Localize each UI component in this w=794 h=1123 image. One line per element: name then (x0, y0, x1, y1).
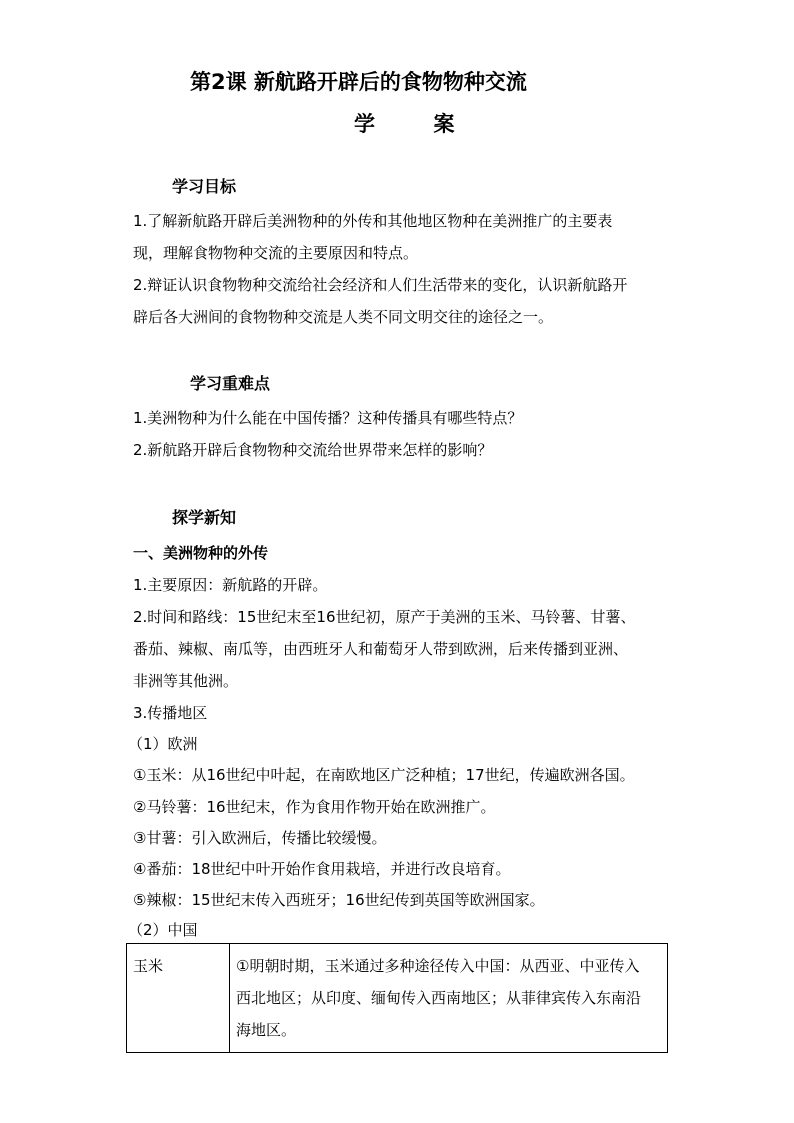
section-heading-americas: 一、美洲物种的外传 (133, 544, 269, 562)
crop-detail-line-2: 西北地区；从印度、缅甸传入西南地区；从菲律宾传入东南沿 (236, 989, 642, 1007)
europe-heading: （1）欧洲 (128, 735, 198, 753)
difficulties-line-1: 1.美洲物种为什么能在中国传播？这种传播具有哪些特点？ (133, 409, 523, 427)
table-row (127, 944, 668, 1053)
document-subtitle: 学 案 (354, 112, 455, 136)
china-heading: （2）中国 (128, 921, 198, 939)
route-line-1: 2.时间和路线：15世纪末至16世纪初，原产于美洲的玉米、马铃薯、甘薯、 (133, 608, 636, 626)
route-line-2: 番茄、辣椒、南瓜等，由西班牙人和葡萄牙人带到欧洲，后来传播到亚洲、 (133, 640, 629, 658)
goals-line-4: 辟后各大洲间的食物物种交流是人类不同文明交往的途径之一。 (133, 308, 554, 326)
areas-heading: 3.传播地区 (133, 704, 208, 722)
main-reason: 1.主要原因：新航路的开辟。 (133, 576, 328, 594)
route-line-3: 非洲等其他洲。 (133, 672, 239, 690)
difficulties-line-2: 2.新航路开辟后食物物种交流给世界带来怎样的影响？ (133, 441, 493, 459)
europe-item-corn: ①玉米：从16世纪中叶起，在南欧地区广泛种植；17世纪，传遍欧洲各国。 (133, 766, 635, 784)
crop-detail-cell (230, 944, 668, 1053)
europe-item-sweet-potato: ③甘薯：引入欧洲后，传播比较缓慢。 (133, 829, 387, 847)
explore-heading: 探学新知 (172, 508, 237, 527)
europe-item-chili: ⑤辣椒：15世纪末传入西班牙；16世纪传到英国等欧洲国家。 (133, 891, 545, 909)
europe-item-tomato: ④番茄：18世纪中叶开始作食用栽培，并进行改良培育。 (133, 860, 511, 878)
crop-detail-line-1: ①明朝时期，玉米通过多种途径传入中国：从西亚、中亚传入 (236, 957, 640, 975)
crop-name-cell: 玉米 (127, 944, 230, 1053)
goals-line-2: 现，理解食物物种交流的主要原因和特点。 (133, 244, 419, 262)
china-spread-table (126, 943, 668, 1053)
document-title: 第2课 新航路开辟后的食物物种交流 (190, 70, 527, 94)
goals-heading: 学习目标 (172, 177, 237, 196)
crop-detail-line-3: 海地区。 (236, 1021, 297, 1039)
goals-line-1: 1.了解新航路开辟后美洲物种的外传和其他地区物种在美洲推广的主要表 (133, 212, 613, 230)
goals-line-3: 2.辩证认识食物物种交流给社会经济和人们生活带来的变化，认识新航路开 (133, 276, 628, 294)
difficulties-heading: 学习重难点 (190, 374, 271, 393)
europe-item-potato: ②马铃薯：16世纪末，作为食用作物开始在欧洲推广。 (133, 798, 496, 816)
